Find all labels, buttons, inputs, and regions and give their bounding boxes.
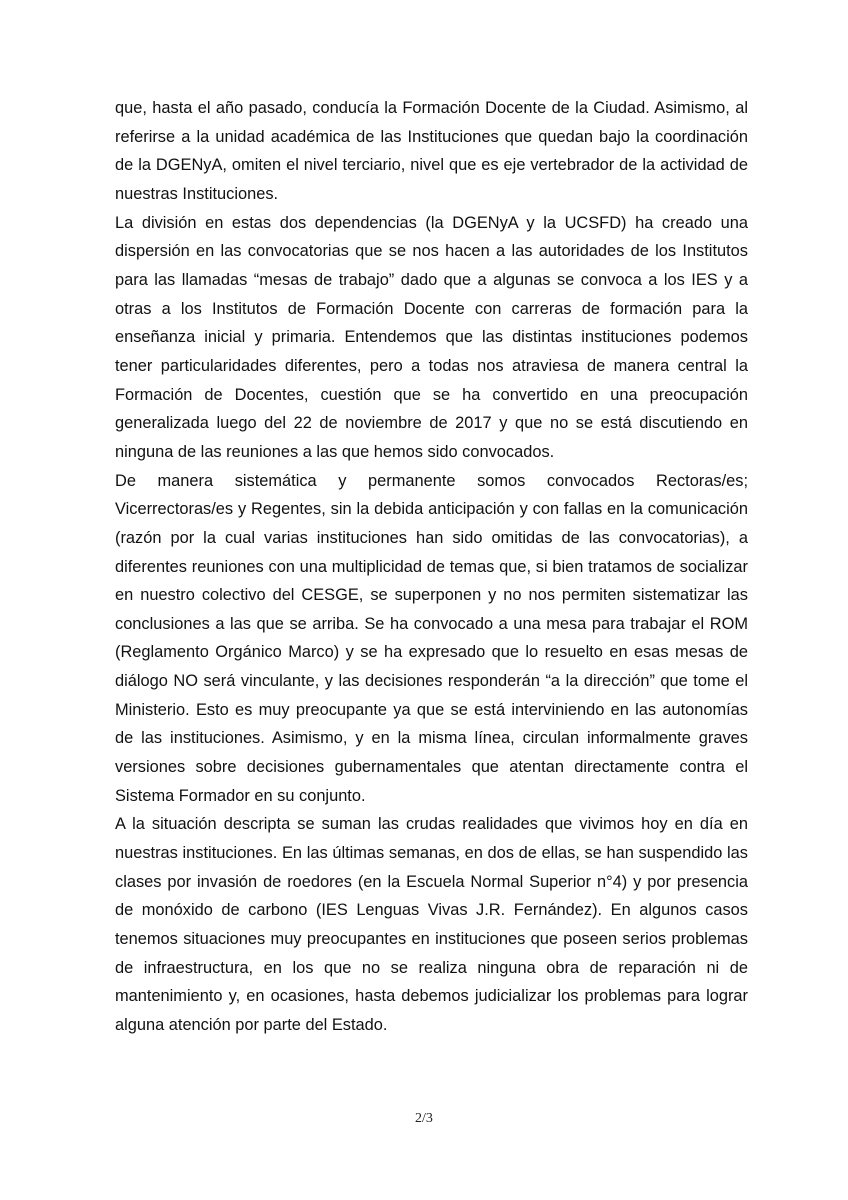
page-number: 2/3 (415, 1111, 433, 1126)
body-text (115, 94, 748, 1040)
paragraph-continuation: que, hasta el año pasado, conducía la Formación Docente de la Ciudad. Asimismo, al referirse a la unidad académica de las Instituciones que quedan bajo la coordinación de la DGENyA, omiten el nivel terciario, nivel que es eje vertebrador de la actividad de nuestras Instituciones. (115, 99, 748, 203)
paragraph-division: La división en estas dos dependencias (la DGENyA y la UCSFD) ha creado una dispersión en las convocatorias que se nos hacen a las autoridades de los Institutos para las llamadas “mesas de trabajo” dado que a algunas se convoca a los IES y a otras a los Institutos de Formación Docente con carreras de formación para la enseñanza inicial y primaria. Entendemos que las distintas instituciones podemos tener particularidades diferentes, pero a todas nos atraviesa de manera central la Formación de Docentes, cuestión que se ha convertido en una preocupación generalizada luego del 22 de noviembre de 2017 y que no se está discutiendo en ninguna de las reuniones a las que hemos sido convocados. (115, 213, 748, 461)
paragraph-convocations: De manera sistemática y permanente somos convocados Rectoras/es; Vicerrectoras/es y Regentes, sin la debida anticipación y con fallas en la comunicación (razón por la cual varias instituciones han sido omitidas de las convocatorias), a diferentes reuniones con una multiplicidad de temas que, si bien tratamos de socializar en nuestro colectivo del CESGE, se superponen y no nos permiten sistematizar las conclusiones a las que se arriba. Se ha convocado a una mesa para trabajar el ROM (Reglamento Orgánico Marco) y se ha expresado que lo resuelto en esas mesas de diálogo NO será vinculante, y las decisiones responderán “a la dirección” que tome el Ministerio. Esto es muy preocupante ya que se está interviniendo en las autonomías de las instituciones. Asimismo, y en la misma línea, circulan informalmente graves versiones sobre decisiones gubernamentales que atentan directamente contra el Sistema Formador en su conjunto. (115, 471, 748, 805)
paragraph-situation: A la situación descripta se suman las crudas realidades que vivimos hoy en día en nuestras instituciones. En las últimas semanas, en dos de ellas, se han suspendido las clases por invasión de roedores (en la Escuela Normal Superior n°4) y por presencia de monóxido de carbono (IES Lenguas Vivas J.R. Fernández). En algunos casos tenemos situaciones muy preocupantes en instituciones que poseen serios problemas de infraestructura, en los que no se realiza ninguna obra de reparación ni de mantenimiento y, en ocasiones, hasta debemos judicializar los problemas para lograr alguna atención por parte del Estado. (115, 815, 748, 1034)
